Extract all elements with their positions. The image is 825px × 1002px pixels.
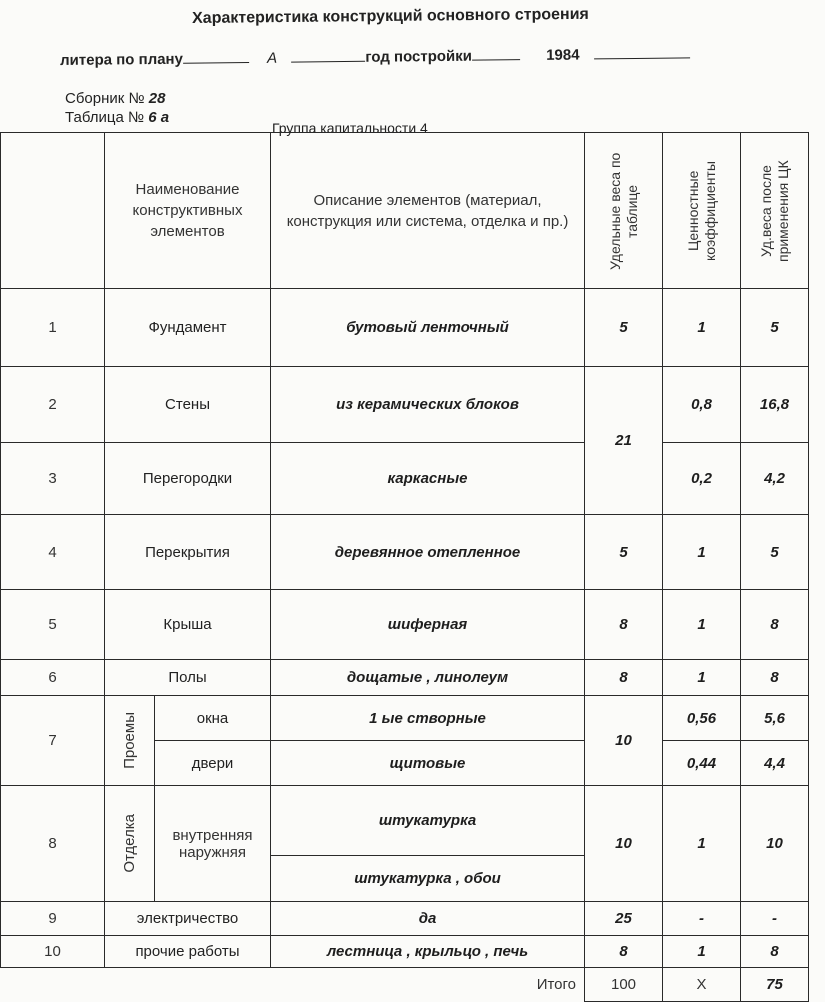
table-row: 9 электричество да 25 - - [1, 902, 809, 936]
litera-label: литера по плану [60, 50, 184, 69]
table-row: 1 Фундамент бутовый ленточный 5 1 5 [1, 289, 809, 367]
litera-year-line [60, 45, 690, 69]
table-header-row [1, 133, 809, 289]
year-value: 1984 [546, 46, 580, 64]
col-weight-after-header: Уд.веса после применения ЦК [757, 159, 791, 262]
litera-value: А [267, 49, 278, 67]
table-row: двери щитовые 0,44 4,4 [1, 741, 809, 786]
table-row: штукатурка , обои [1, 856, 809, 902]
table-row: 5 Крыша шиферная 8 1 8 [1, 590, 809, 660]
sbornik-value: 28 [148, 90, 166, 107]
table-row: 4 Перекрытия деревянное отепленное 5 1 5 [1, 515, 809, 590]
sbornik-line: Сборник № 28 [65, 90, 166, 107]
total-coef: Х [663, 968, 741, 1002]
table-row: 6 Полы дощатые , линолеум 8 1 8 [1, 660, 809, 696]
col-description-header: Описание элементов (материал, конструкция или система, отделка и пр.) [271, 133, 585, 289]
table-row: 10 прочие работы лестница , крыльцо , печь 8 1 8 [1, 936, 809, 968]
table-row: 2 Стены из керамических блоков 21 0,8 16,8 [1, 367, 809, 443]
col-coef-header: Ценностные коэффициенты [684, 160, 718, 261]
year-label: год постройки [365, 47, 473, 66]
total-label: Итого [1, 968, 585, 1002]
document-title: Характеристика конструкций основного строения [192, 5, 589, 27]
total-row [1, 968, 809, 1002]
walls-partitions-weight: 21 [585, 367, 663, 515]
capital-group: Группа капитальности 4 [272, 120, 428, 136]
table-number-value: 6 а [148, 109, 170, 126]
total-weight: 100 [585, 968, 663, 1002]
openings-group-label: Проемы [121, 712, 138, 769]
col-weight-header: Удельные веса по таблице [606, 151, 640, 270]
finishing-group-label: Отделка [121, 814, 138, 873]
elements-table [0, 132, 809, 1002]
table-row: 7 Проемы окна 1 ые створные 10 0,56 5,6 [1, 696, 809, 741]
table-row: 3 Перегородки каркасные 0,2 4,2 [1, 443, 809, 515]
table-number-line: Таблица № 6 а [65, 109, 170, 126]
table-row: 8 Отделка внутренняя наружняя штукатурка 10 1 10 [1, 786, 809, 856]
total-after: 75 [741, 968, 809, 1002]
col-name-header: Наименование конструктивных элементов [105, 133, 271, 289]
